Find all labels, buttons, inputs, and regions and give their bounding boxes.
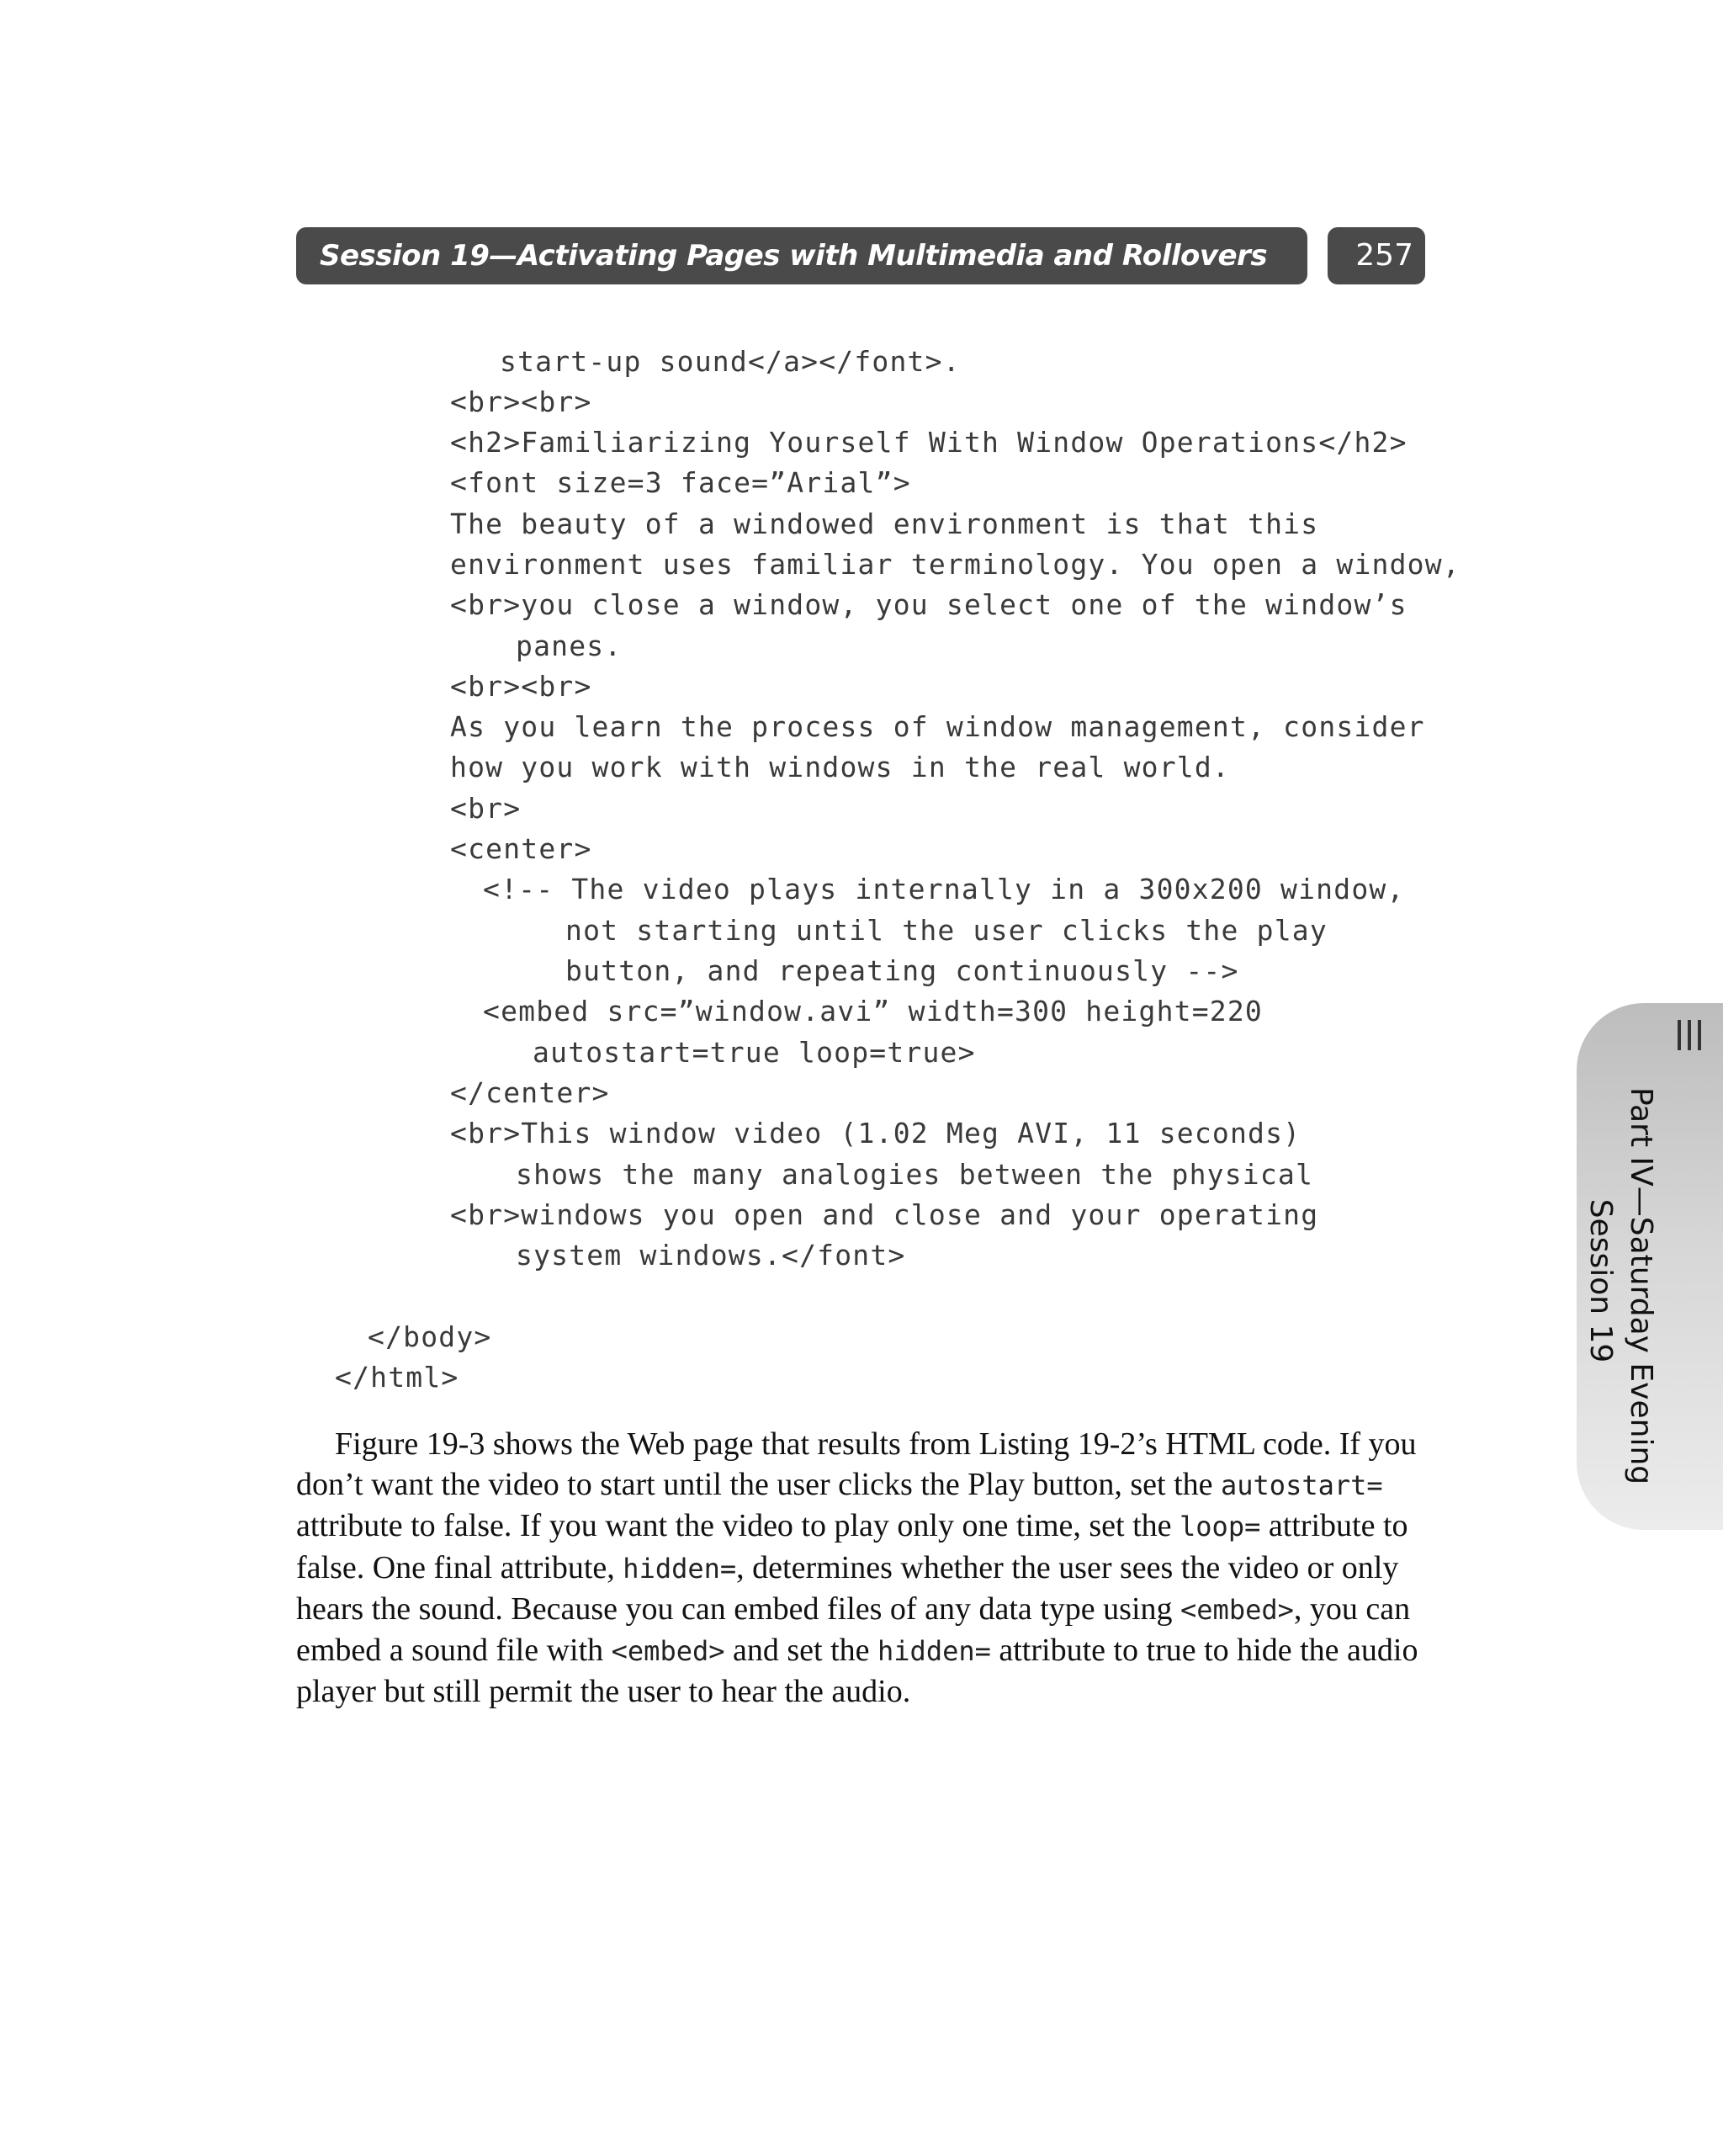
inline-code: hidden= (877, 1635, 991, 1668)
paragraph-text: Figure 19-3 shows the Web page that results from Listing 19-2’s HTML code. If you don’t want the video to start until the user clicks the Play button, set the (296, 1426, 1417, 1503)
code-line: <!-- The video plays internally in a 300x200 window, (483, 873, 1405, 905)
inline-code: autostart= (1221, 1469, 1383, 1502)
tab-label (1580, 1087, 1661, 1485)
code-line: start-up sound</a></font>. (500, 345, 961, 378)
paragraph-text: , you can embed a sound file with (296, 1590, 1411, 1669)
code-line: shows the many analogies between the physical (516, 1158, 1314, 1191)
code-line: button, and repeating continuously --> (565, 954, 1239, 987)
code-line: </body> (368, 1320, 492, 1353)
inline-code: <embed> (1180, 1593, 1294, 1626)
paragraph-text: and set the (724, 1633, 878, 1669)
code-line: system windows.</font> (516, 1239, 906, 1272)
code-line: <br>This window video (1.02 Meg AVI, 11 seconds) (450, 1117, 1302, 1150)
code-line: <font size=3 face=”Arial”> (450, 466, 911, 499)
code-line: <br>windows you open and close and your operating (450, 1198, 1319, 1231)
code-line: <br>you close a window, you select one of the window’s (450, 588, 1408, 621)
paragraph-text: , determines whether the user sees the video or only hears the sound. Because you can embed files of any data type using (296, 1549, 1399, 1627)
code-line: how you work with windows in the real world. (450, 751, 1230, 783)
section-thumb-tab (1577, 1003, 1723, 1530)
tab-session-label: Session 19 (1583, 1198, 1618, 1363)
code-line: panes. (516, 629, 623, 662)
header-title: Session 19—Activating Pages with Multimedia and Rollovers (320, 239, 1268, 273)
code-line: <br><br> (450, 670, 592, 703)
paragraph-text: attribute to true to hide the audio player but still permit the user to hear the audio. (296, 1633, 1418, 1710)
code-line: not starting until the user clicks the play (565, 914, 1328, 947)
inline-code: loop= (1180, 1511, 1261, 1543)
code-line: The beauty of a windowed environment is that this (450, 507, 1319, 540)
code-line: <embed src=”window.avi” width=300 height=220 (483, 995, 1263, 1028)
paragraph-text: attribute to false. If you want the video to play only one time, set the (296, 1508, 1180, 1544)
code-line: autostart=true loop=true> (533, 1036, 976, 1069)
code-line: <br><br> (450, 385, 592, 418)
inline-code: <embed> (611, 1635, 725, 1668)
code-line: <br> (450, 792, 522, 825)
code-line: <center> (450, 832, 592, 865)
tab-part-label: Part IV—Saturday Evening (1624, 1087, 1658, 1485)
page-number: 257 (1355, 238, 1413, 273)
code-line: environment uses familiar terminology. You open a window, (450, 548, 1461, 581)
code-line: As you learn the process of window management, consider (450, 710, 1425, 743)
code-line: </center> (450, 1076, 610, 1109)
paragraph-text: attribute to false. One final attribute, (296, 1508, 1408, 1585)
code-line: </html> (335, 1361, 459, 1394)
code-line: <h2>Familiarizing Yourself With Window Operations</h2> (450, 426, 1408, 459)
inline-code: hidden= (623, 1552, 737, 1585)
body-paragraph (296, 1424, 1423, 1712)
tab-text (1577, 1003, 1723, 1530)
